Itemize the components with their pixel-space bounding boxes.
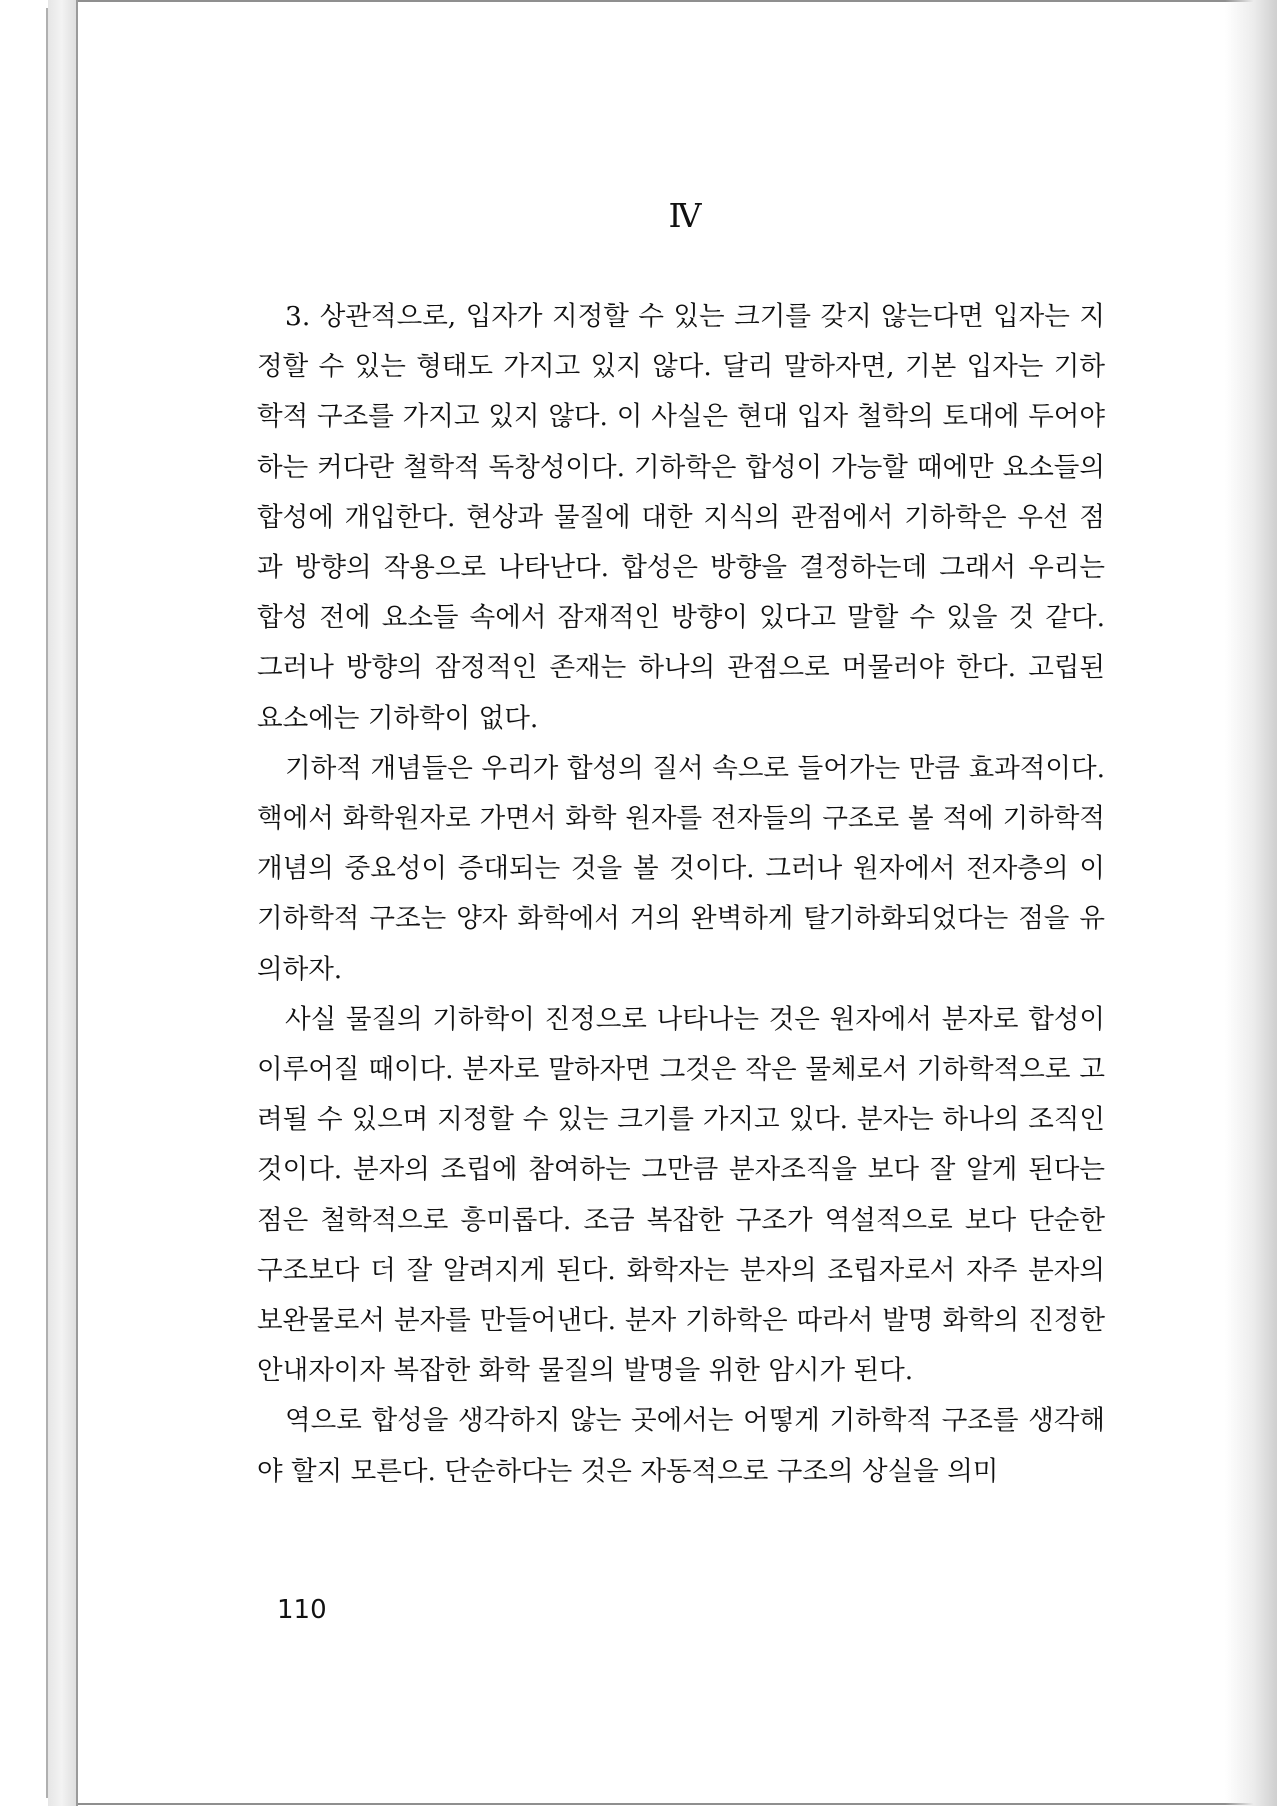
page-bottom-border	[78, 1803, 1258, 1805]
chapter-numeral: Ⅳ	[668, 196, 702, 235]
paragraph: 기하적 개념들은 우리가 합성의 질서 속으로 들어가는 만큼 효과적이다. 핵에서 화학원자로 가면서 화학 원자를 전자들의 구조로 볼 적에 기하학적 개념의 중요성이 증대되는 것을 볼 것이다. 그러나 원자에서 전자층의 이 기하학적 구조는 양자 화학에서 거의 완벽하게 탈기하화되었다는 점을 유의하자.	[257, 752, 1105, 985]
body-text	[257, 292, 1105, 1497]
paragraph: 사실 물질의 기하학이 진정으로 나타나는 것은 원자에서 분자로 합성이 이루어질 때이다. 분자로 말하자면 그것은 작은 물체로서 기하학적으로 고려될 수 있으며 지정할 수 있는 크기를 가지고 있다. 분자는 하나의 조직인 것이다. 분자의 조립에 참여하는 그만큼 분자조직을 보다 잘 알게 된다는 점은 철학적으로 흥미롭다. 조금 복잡한 구조가 역설적으로 보다 단순한 구조보다 더 잘 알려지게 된다. 화학자는 분자의 조립자로서 자주 분자의 보완물로서 분자를 만들어낸다. 분자 기하학은 따라서 발명 화학의 진정한 안내자이자 복잡한 화학 물질의 발명을 위한 암시가 된다.	[257, 1003, 1105, 1387]
book-spine-edge	[48, 0, 78, 1806]
paragraph: 역으로 합성을 생각하지 않는 곳에서는 어떻게 기하학적 구조를 생각해야 할지 모른다. 단순하다는 것은 자동적으로 구조의 상실을 의미	[257, 1405, 1105, 1487]
page-left-border	[76, 0, 78, 1806]
page-top-border	[78, 0, 1258, 2]
page-right-shadow	[1225, 0, 1277, 1806]
page-number: 110	[277, 1595, 327, 1625]
paragraph: 3. 상관적으로, 입자가 지정할 수 있는 크기를 갖지 않는다면 입자는 지정할 수 있는 형태도 가지고 있지 않다. 달리 말하자면, 기본 입자는 기하학적 구조를 가지고 있지 않다. 이 사실은 현대 입자 철학의 토대에 두어야 하는 커다란 철학적 독창성이다. 기하학은 합성이 가능할 때에만 요소들의 합성에 개입한다. 현상과 물질에 대한 지식의 관점에서 기하학은 우선 점과 방향의 작용으로 나타난다. 합성은 방향을 결정하는데 그래서 우리는 합성 전에 요소들 속에서 잠재적인 방향이 있다고 말할 수 있을 것 같다. 그러나 방향의 잠정적인 존재는 하나의 관점으로 머물러야 한다. 고립된 요소에는 기하학이 없다.	[257, 301, 1105, 734]
